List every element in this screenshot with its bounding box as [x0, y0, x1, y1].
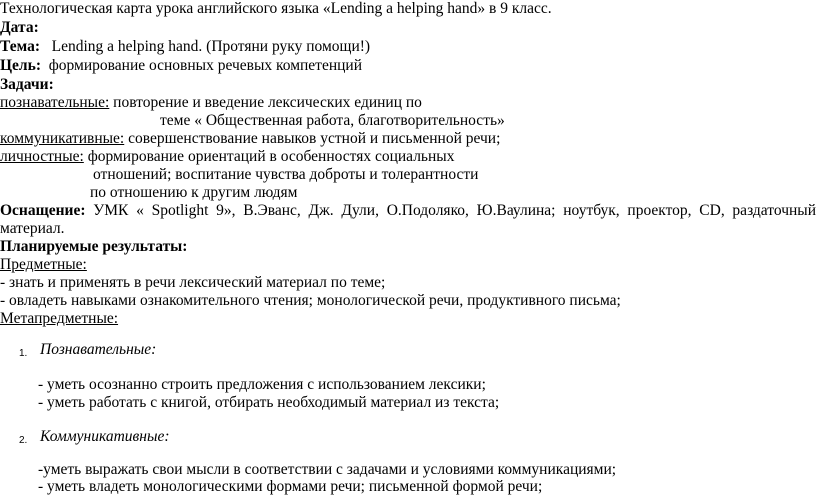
equipment-line	[0, 202, 816, 220]
cognitive-value-continued: теме « Общественная работа, благотворительность»	[160, 112, 505, 130]
subject-result-item: - знать и применять в речи лексический материал по теме;	[0, 274, 385, 292]
communicative-results-title: Коммуникативные:	[40, 428, 169, 446]
results-label: Планируемые результаты:	[0, 238, 187, 256]
document-title: Технологическая карта урока английского языка «Lending a helping hand» в 9 класс.	[0, 0, 552, 18]
personal-label: личностные:	[0, 148, 84, 165]
equipment-value-continued: материал.	[0, 220, 65, 238]
goal-line	[0, 57, 362, 75]
personal-value-continued: отношений; воспитание чувства доброты и толерантности	[93, 166, 478, 184]
personal-line	[0, 148, 454, 166]
cognitive-label: познавательные:	[0, 94, 109, 111]
communicative-result-item: -уметь выражать свои мысли в соответствии с задачами и условиями коммуникациями;	[38, 461, 616, 479]
theme-label: Тема:	[0, 38, 40, 55]
personal-value-continued-2: по отношению к другим людям	[90, 184, 297, 202]
date-label: Дата:	[0, 19, 39, 37]
list-number	[19, 430, 27, 450]
subject-result-item: - овладеть навыками ознакомительного чтения; монологической речи, продуктивного письма;	[0, 292, 621, 310]
list-number	[19, 343, 27, 363]
cognitive-value: повторение и введение лексических единиц по	[109, 94, 422, 111]
list-number-2: 2.	[19, 435, 27, 446]
theme-line	[0, 38, 370, 56]
cognitive-result-item: - уметь работать с книгой, отбирать необходимый материал из текста;	[38, 394, 499, 412]
list-number-1: 1.	[19, 348, 27, 359]
communicative-value: совершенствование навыков устной и письменной речи;	[124, 130, 500, 147]
subject-results-label: Предметные:	[0, 256, 87, 274]
communicative-result-item: - уметь владеть монологическими формами речи; письменной формой речи;	[38, 478, 542, 496]
equipment-value: УМК « Spotlight 9», В.Эванс, Дж. Дули, О.Подоляко, Ю.Ваулина; ноутбук, проектор, CD, раздаточный	[86, 202, 816, 219]
cognitive-result-item: - уметь осознанно строить предложения с использованием лексики;	[38, 376, 486, 394]
goal-value: формирование основных речевых компетенций	[49, 57, 362, 74]
communicative-line	[0, 130, 500, 148]
personal-value: формирование ориентаций в особенностях социальных	[84, 148, 455, 165]
goal-label: Цель:	[0, 57, 41, 74]
theme-value: Lending a helping hand. (Протяни руку помощи!)	[52, 38, 370, 55]
cognitive-line	[0, 94, 422, 112]
meta-results-label: Метапредметные:	[0, 310, 118, 328]
equipment-label: Оснащение:	[0, 202, 86, 219]
cognitive-results-title: Познавательные:	[40, 341, 156, 359]
communicative-label: коммуникативные:	[0, 130, 124, 147]
tasks-label: Задачи:	[0, 76, 54, 94]
